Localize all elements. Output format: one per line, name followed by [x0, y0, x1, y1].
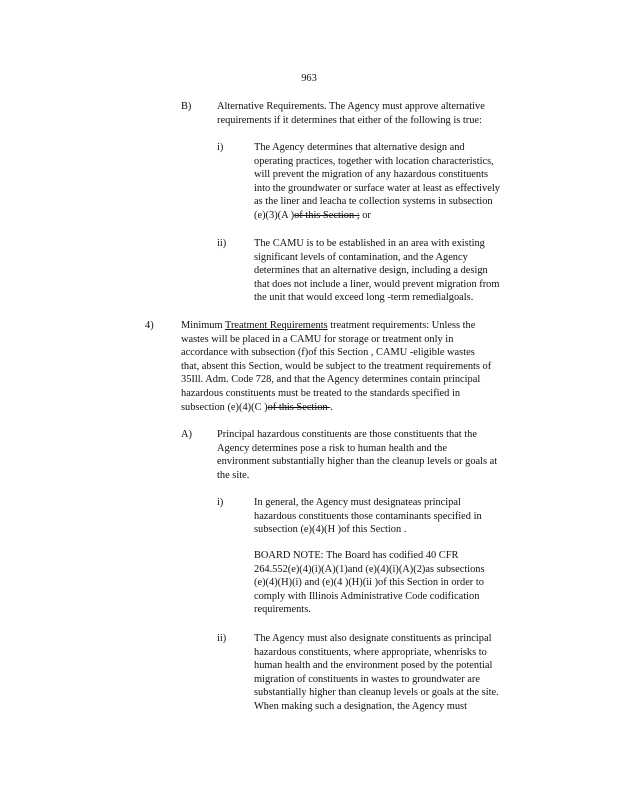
section-b-ii-text: The CAMU is to be established in an area with existing significant levels of contamination, and the Agency determines that an alternative design, including a design that does not include a liner, would prevent migration from the unit that would exceed long -term remedialgoals.: [254, 238, 500, 304]
section-a-ii-text: The Agency must also designate constituents as principal hazardous constituents, where appropriate, whenrisks to human health and the environment posed by the potential migration of constituents in wastes to groundwater are substantially higher than cleanup levels or goals at the site. When making such a designation, the Agency must: [254, 633, 499, 712]
section-a-i-label: i): [217, 497, 224, 508]
section-b-i-label: i): [217, 142, 224, 153]
section-a-label: A): [181, 429, 192, 440]
struck-text: of this Section: [267, 401, 331, 413]
section-b-i-text: The Agency determines that alternative design and operating practices, together with location characteristics, will prevent the migration of any hazardous constituents into the groundwater or surface water at least as effectively as the liner and leacha te collection systems in subsection (e)(3)(A )of this Section ; or: [254, 142, 500, 221]
section-a-ii-label: ii): [217, 633, 227, 644]
section-4-label: 4): [145, 320, 154, 331]
page-number: 963: [301, 73, 317, 84]
board-note: BOARD NOTE: The Board has codified 40 CFR 264.552(e)(4)(i)(A)(1)and (e)(4)(i)(A)(2)as subsections (e)(4)(H)(i) and (e)(4 )(H)(ii )of this Section in order to comply with Illinois Administrative Code codification requirements.: [254, 550, 485, 616]
section-a-i-text: In general, the Agency must designateas principal hazardous constituents those contaminants specified in subsection (e)(4)(H )of this Section .: [254, 497, 482, 536]
struck-text: of this Section ;: [294, 209, 360, 221]
section-b-label: B): [181, 101, 192, 112]
section-4-text: Minimum Treatment Requirements treatment requirements: Unless the wastes will be placed in a CAMU for storage or treatment only in accordance with subsection (f)of this Section , CAMU -eligible wastes that, absent this Section, would be subject to the treatment requirements of 35Ill. Adm. Code 728, and that the Agency determines contain principal hazardous constituents must be treated to the standards specified in subsection (e)(4)(C )of this Section .: [181, 320, 492, 413]
section-a-text: Principal hazardous constituents are those constituents that the Agency determines pose a risk to human health and the environment substantially higher than the cleanup levels or goals at the site.: [217, 429, 498, 481]
underlined-text: Treatment Requirements: [224, 320, 328, 331]
section-b-ii-label: ii): [217, 238, 227, 249]
section-b-text: Alternative Requirements. The Agency must approve alternative requirements if it determines that either of the following is true:: [217, 101, 485, 126]
